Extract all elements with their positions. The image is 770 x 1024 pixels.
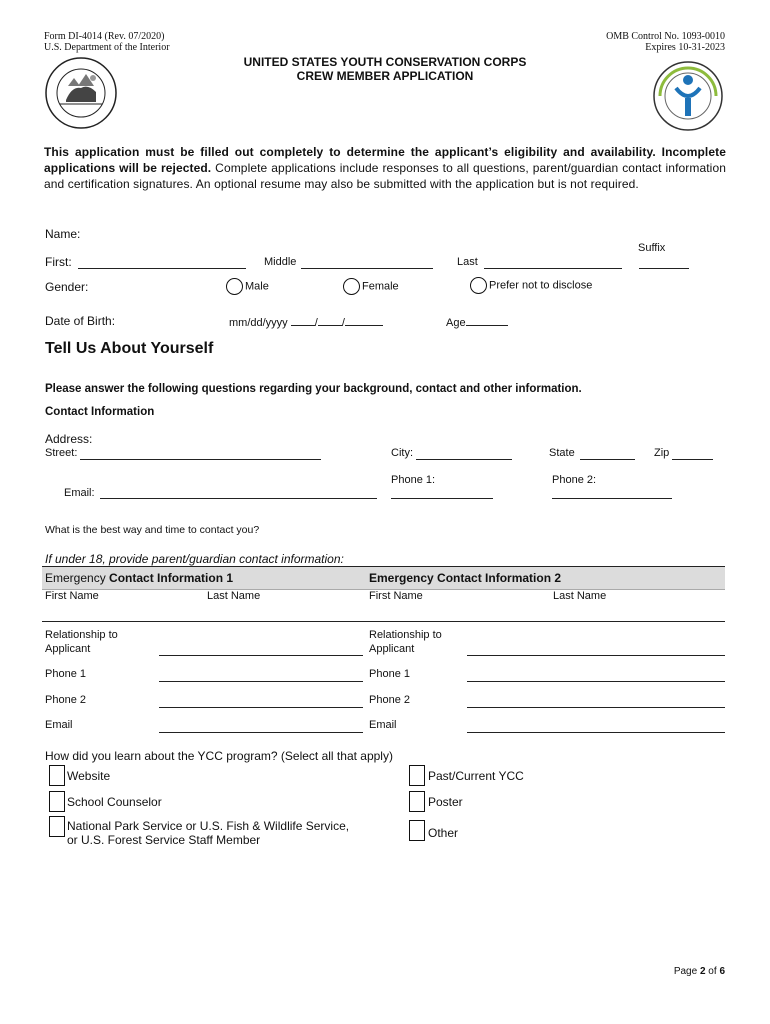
ec1-relationship-label-1: Relationship to xyxy=(45,629,118,641)
doi-seal-logo xyxy=(44,56,118,130)
address-label: Address: xyxy=(45,432,93,446)
age-label: Age xyxy=(446,317,466,329)
page-prefix: Page xyxy=(673,966,700,977)
first-name-label: First: xyxy=(45,255,72,269)
checkbox-agency-staff[interactable] xyxy=(49,816,65,837)
checkbox-poster[interactable] xyxy=(409,791,425,812)
zip-label: Zip xyxy=(654,447,670,459)
last-name-label: Last xyxy=(457,256,478,268)
ec1-email-field[interactable] xyxy=(159,732,363,733)
ec1-email-label: Email xyxy=(45,719,73,731)
ec2-phone2-label: Phone 2 xyxy=(369,694,410,706)
checkbox-school-counselor[interactable] xyxy=(49,791,65,812)
ec2-relationship-field[interactable] xyxy=(467,655,725,656)
street-field[interactable] xyxy=(80,459,321,460)
ec2-email-field[interactable] xyxy=(467,732,725,733)
emergency-prefix: Emergency xyxy=(45,571,110,585)
age-field[interactable] xyxy=(446,315,508,329)
poster-label: Poster xyxy=(428,795,463,809)
intro-bold: This application must be filled out completely to determine the applicant’s eligibility and availability. Incomplete applications will be rejected. xyxy=(44,145,726,175)
phone2-label: Phone 2: xyxy=(552,474,597,486)
learn-question: How did you learn about the YCC program? (Select all that apply) xyxy=(45,749,393,763)
gender-female-label: Female xyxy=(362,280,399,293)
form-title-line1: UNITED STATES YOUTH CONSERVATION CORPS xyxy=(243,55,527,69)
ec2-last-name-label: Last Name xyxy=(553,590,607,602)
page-total: 6 xyxy=(719,966,725,977)
ec1-relationship-label-2: Applicant xyxy=(45,643,91,655)
contact-info-heading: Contact Information xyxy=(45,406,155,418)
radio-female[interactable] xyxy=(343,278,360,295)
emergency-contact-1-heading xyxy=(45,571,233,585)
middle-name-field[interactable] xyxy=(301,268,433,269)
form-id: Form DI-4014 (Rev. 07/2020) xyxy=(44,31,165,42)
ec1-phone1-field[interactable] xyxy=(159,681,363,682)
suffix-field[interactable] xyxy=(639,268,689,269)
phone1-label: Phone 1: xyxy=(391,474,436,486)
page-of: of xyxy=(705,966,720,977)
checkbox-other[interactable] xyxy=(409,820,425,841)
checkbox-past-current-ycc[interactable] xyxy=(409,765,425,786)
phone1-field[interactable] xyxy=(391,498,493,499)
page-current: 2 xyxy=(699,966,706,977)
ec2-email-label: Email xyxy=(369,719,397,731)
radio-prefer-not[interactable] xyxy=(470,277,487,294)
gender-male-option[interactable] xyxy=(226,278,269,295)
best-way-question: What is the best way and time to contact you? xyxy=(45,524,260,536)
past-current-ycc-label: Past/Current YCC xyxy=(428,769,524,783)
ec2-phone1-label: Phone 1 xyxy=(369,668,410,680)
ec2-phone1-field[interactable] xyxy=(467,681,725,682)
city-label: City: xyxy=(391,447,413,459)
suffix-label: Suffix xyxy=(638,242,666,254)
first-name-field[interactable] xyxy=(78,268,246,269)
dob-field[interactable]: mm/dd/yyyy / / xyxy=(229,315,383,329)
middle-name-label: Middle xyxy=(264,256,297,268)
state-label: State xyxy=(549,447,575,459)
emergency-contact-1-bold: Contact Information 1 xyxy=(109,571,234,585)
ec1-phone2-label: Phone 2 xyxy=(45,694,86,706)
section-heading: Tell Us About Yourself xyxy=(45,340,214,357)
dob-format: mm/dd/yyyy xyxy=(229,317,288,329)
phone2-field[interactable] xyxy=(552,498,672,499)
ec1-phone1-label: Phone 1 xyxy=(45,668,86,680)
agency-staff-label-1: National Park Service or U.S. Fish & Wildlife Service, xyxy=(67,819,350,833)
ec1-phone2-field[interactable] xyxy=(159,707,363,708)
email-field[interactable] xyxy=(100,498,377,499)
last-name-field[interactable] xyxy=(484,268,622,269)
ec2-relationship-label-2: Applicant xyxy=(369,643,415,655)
zip-field[interactable] xyxy=(672,459,713,460)
name-label: Name: xyxy=(45,227,81,241)
school-counselor-label: School Counselor xyxy=(67,795,162,809)
intro-normal: Complete applications include responses to all questions, parent/guardian contact information and certification signatures. An optional resume may also be submitted with the application but is not required. xyxy=(44,161,726,191)
ec1-relationship-field[interactable] xyxy=(159,655,363,656)
emergency-contact-2-heading: Emergency Contact Information 2 xyxy=(369,571,562,585)
form-title-line2: CREW MEMBER APPLICATION xyxy=(296,69,474,83)
emergency-names-field[interactable] xyxy=(42,621,725,622)
ec2-relationship-label-1: Relationship to xyxy=(369,629,442,641)
under-18-note: If under 18, provide parent/guardian contact information: xyxy=(45,552,344,566)
gender-label: Gender: xyxy=(45,280,89,294)
gender-prefer-not-label: Prefer not to disclose xyxy=(489,279,593,292)
other-label: Other xyxy=(428,826,459,840)
page-number xyxy=(674,966,725,977)
ec2-first-name-label: First Name xyxy=(369,590,423,602)
omb-control: OMB Control No. 1093-0010 xyxy=(606,31,725,42)
street-label: Street: xyxy=(45,447,78,459)
checkbox-website[interactable] xyxy=(49,765,65,786)
gender-male-label: Male xyxy=(245,280,269,293)
website-label: Website xyxy=(67,769,111,783)
gender-prefer-not-option[interactable] xyxy=(470,277,592,294)
ec1-first-name-label: First Name xyxy=(45,590,99,602)
expiration-date: Expires 10-31-2023 xyxy=(645,42,725,53)
ycc-seal-logo xyxy=(652,60,724,132)
state-field[interactable] xyxy=(580,459,635,460)
department: U.S. Department of the Interior xyxy=(44,42,170,53)
radio-male[interactable] xyxy=(226,278,243,295)
intro-paragraph xyxy=(44,144,726,192)
ec1-last-name-label: Last Name xyxy=(207,590,261,602)
ec2-phone2-field[interactable] xyxy=(467,707,725,708)
city-field[interactable] xyxy=(416,459,512,460)
about-instruction: Please answer the following questions regarding your background, contact and other information. xyxy=(45,383,582,395)
agency-staff-label-2: or U.S. Forest Service Staff Member xyxy=(67,833,261,847)
dob-label: Date of Birth: xyxy=(45,314,116,328)
email-label: Email: xyxy=(64,487,95,499)
gender-female-option[interactable] xyxy=(343,278,399,295)
